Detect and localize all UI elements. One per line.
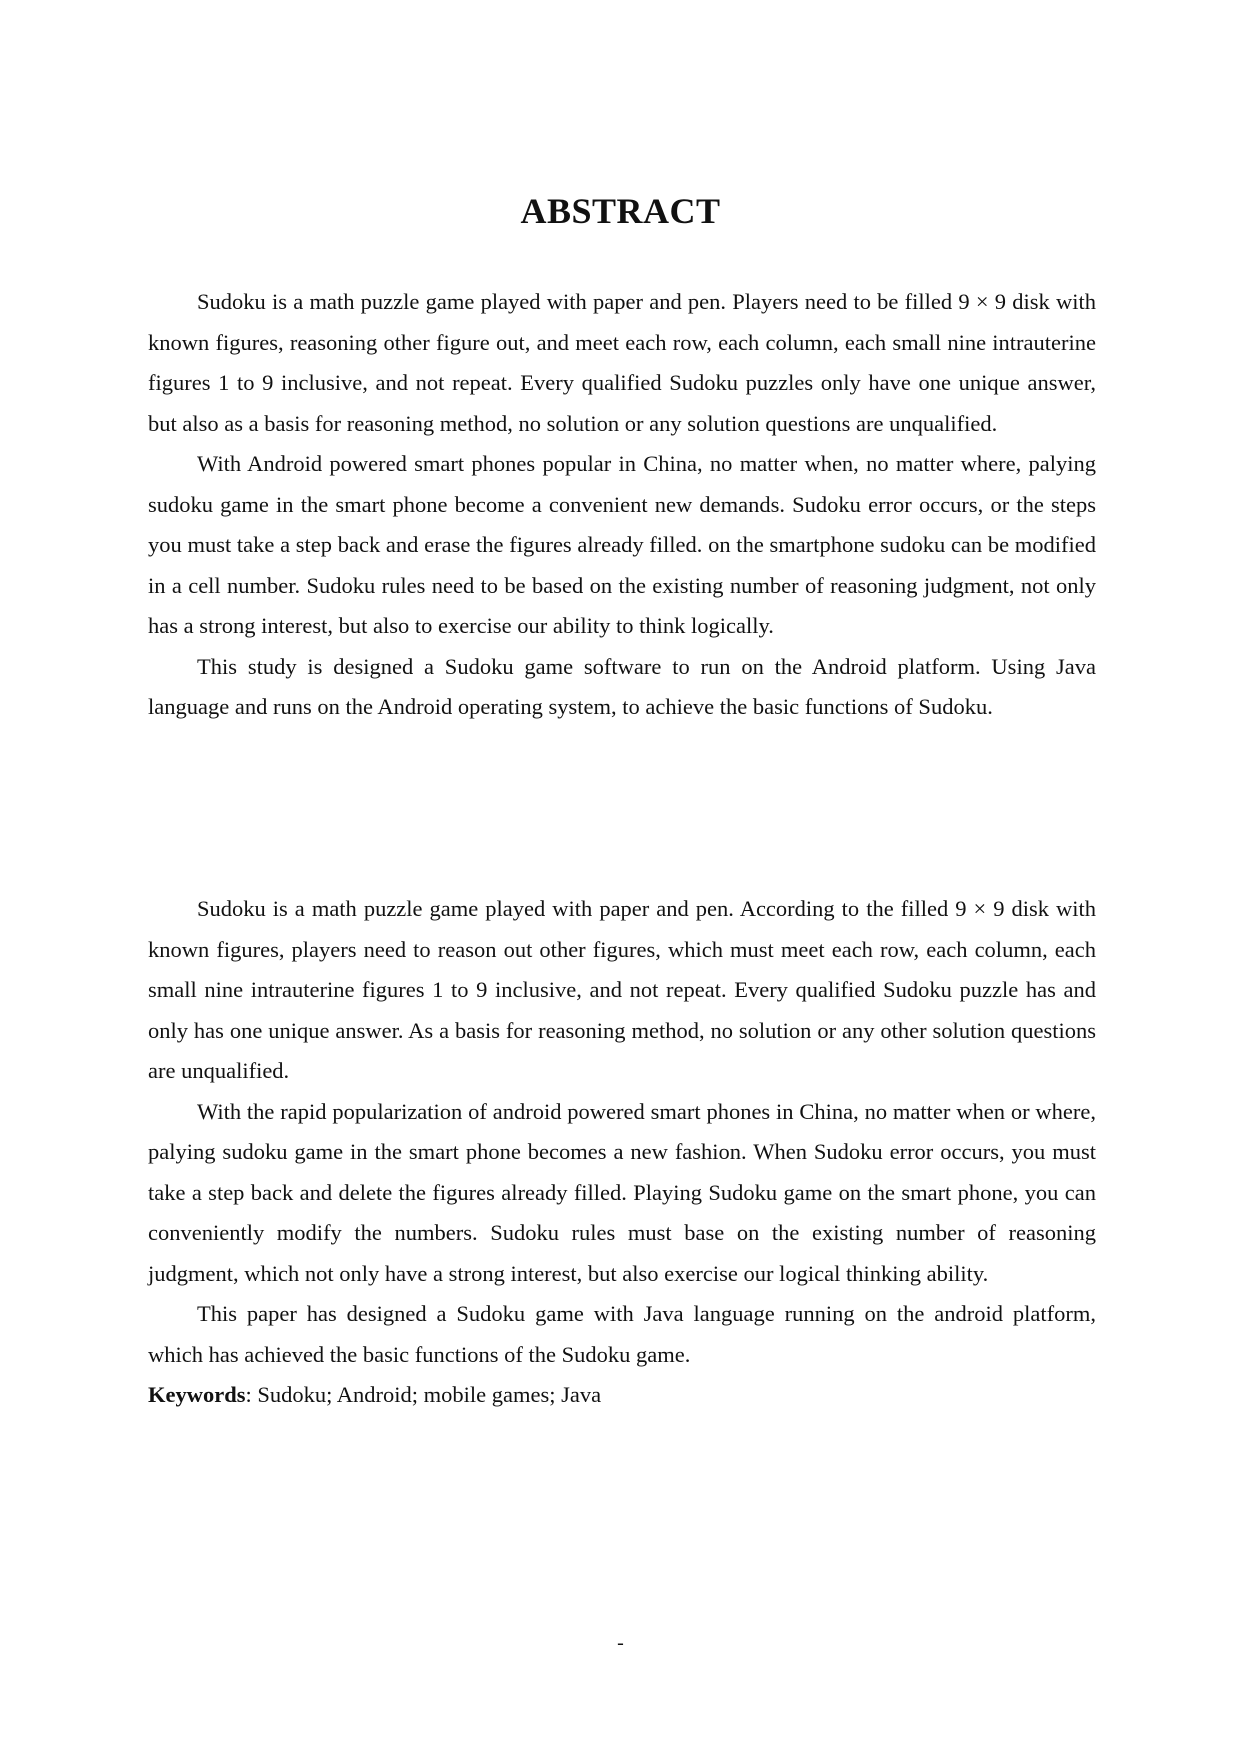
abstract-paragraph-6: This paper has designed a Sudoku game with Java language running on the android platform, which has achieved the basic functions of the Sudoku game. — [148, 1301, 1096, 1367]
page-footer-marker: - — [617, 1632, 624, 1654]
abstract-paragraph-2: With Android powered smart phones popular in China, no matter when, no matter where, palying sudoku game in the smart phone become a convenient new demands. Sudoku error occurs, or the steps you must take a step back and erase the figures already filled. on the smartphone sudoku can be modified in a cell number. Sudoku rules need to be based on the existing number of reasoning judgment, not only has a strong interest, but also to exercise our ability to think logically. — [148, 451, 1096, 638]
abstract-paragraph-3: This study is designed a Sudoku game software to run on the Android platform. Using Java language and runs on the Android operating system, to achieve the basic functions of Sudoku. — [148, 653, 1096, 719]
abstract-section-second — [148, 889, 1096, 1416]
abstract-paragraph-1: Sudoku is a math puzzle game played with paper and pen. Players need to be filled 9 × 9 disk with known figures, reasoning other figure out, and meet each row, each column, each small nine intrauterine figures 1 to 9 inclusive, and not repeat. Every qualified Sudoku puzzles only have one unique answer, but also as a basis for reasoning method, no solution or any solution questions are unqualified. — [148, 289, 1096, 436]
abstract-section-first — [148, 282, 1096, 728]
keywords-text: : Sudoku; Android; mobile games; Java — [245, 1382, 602, 1407]
keywords-label: Keywords — [148, 1382, 246, 1407]
keywords-line — [148, 1375, 1096, 1416]
abstract-paragraph-5: With the rapid popularization of android powered smart phones in China, no matter when or where, palying sudoku game in the smart phone becomes a new fashion. When Sudoku error occurs, you must take a step back and delete the figures already filled. Playing Sudoku game on the smart phone, you can conveniently modify the numbers. Sudoku rules must base on the existing number of reasoning judgment, which not only have a strong interest, but also exercise our logical thinking ability. — [148, 1098, 1096, 1286]
abstract-title: ABSTRACT — [520, 191, 721, 231]
abstract-paragraph-4: Sudoku is a math puzzle game played with paper and pen. According to the filled 9 × 9 disk with known figures, players need to reason out other figures, which must meet each row, each column, each small nine intrauterine figures 1 to 9 inclusive, and not repeat. Every qualified Sudoku puzzle has and only has one unique answer. As a basis for reasoning method, no solution or any other solution questions are unqualified. — [148, 896, 1096, 1083]
